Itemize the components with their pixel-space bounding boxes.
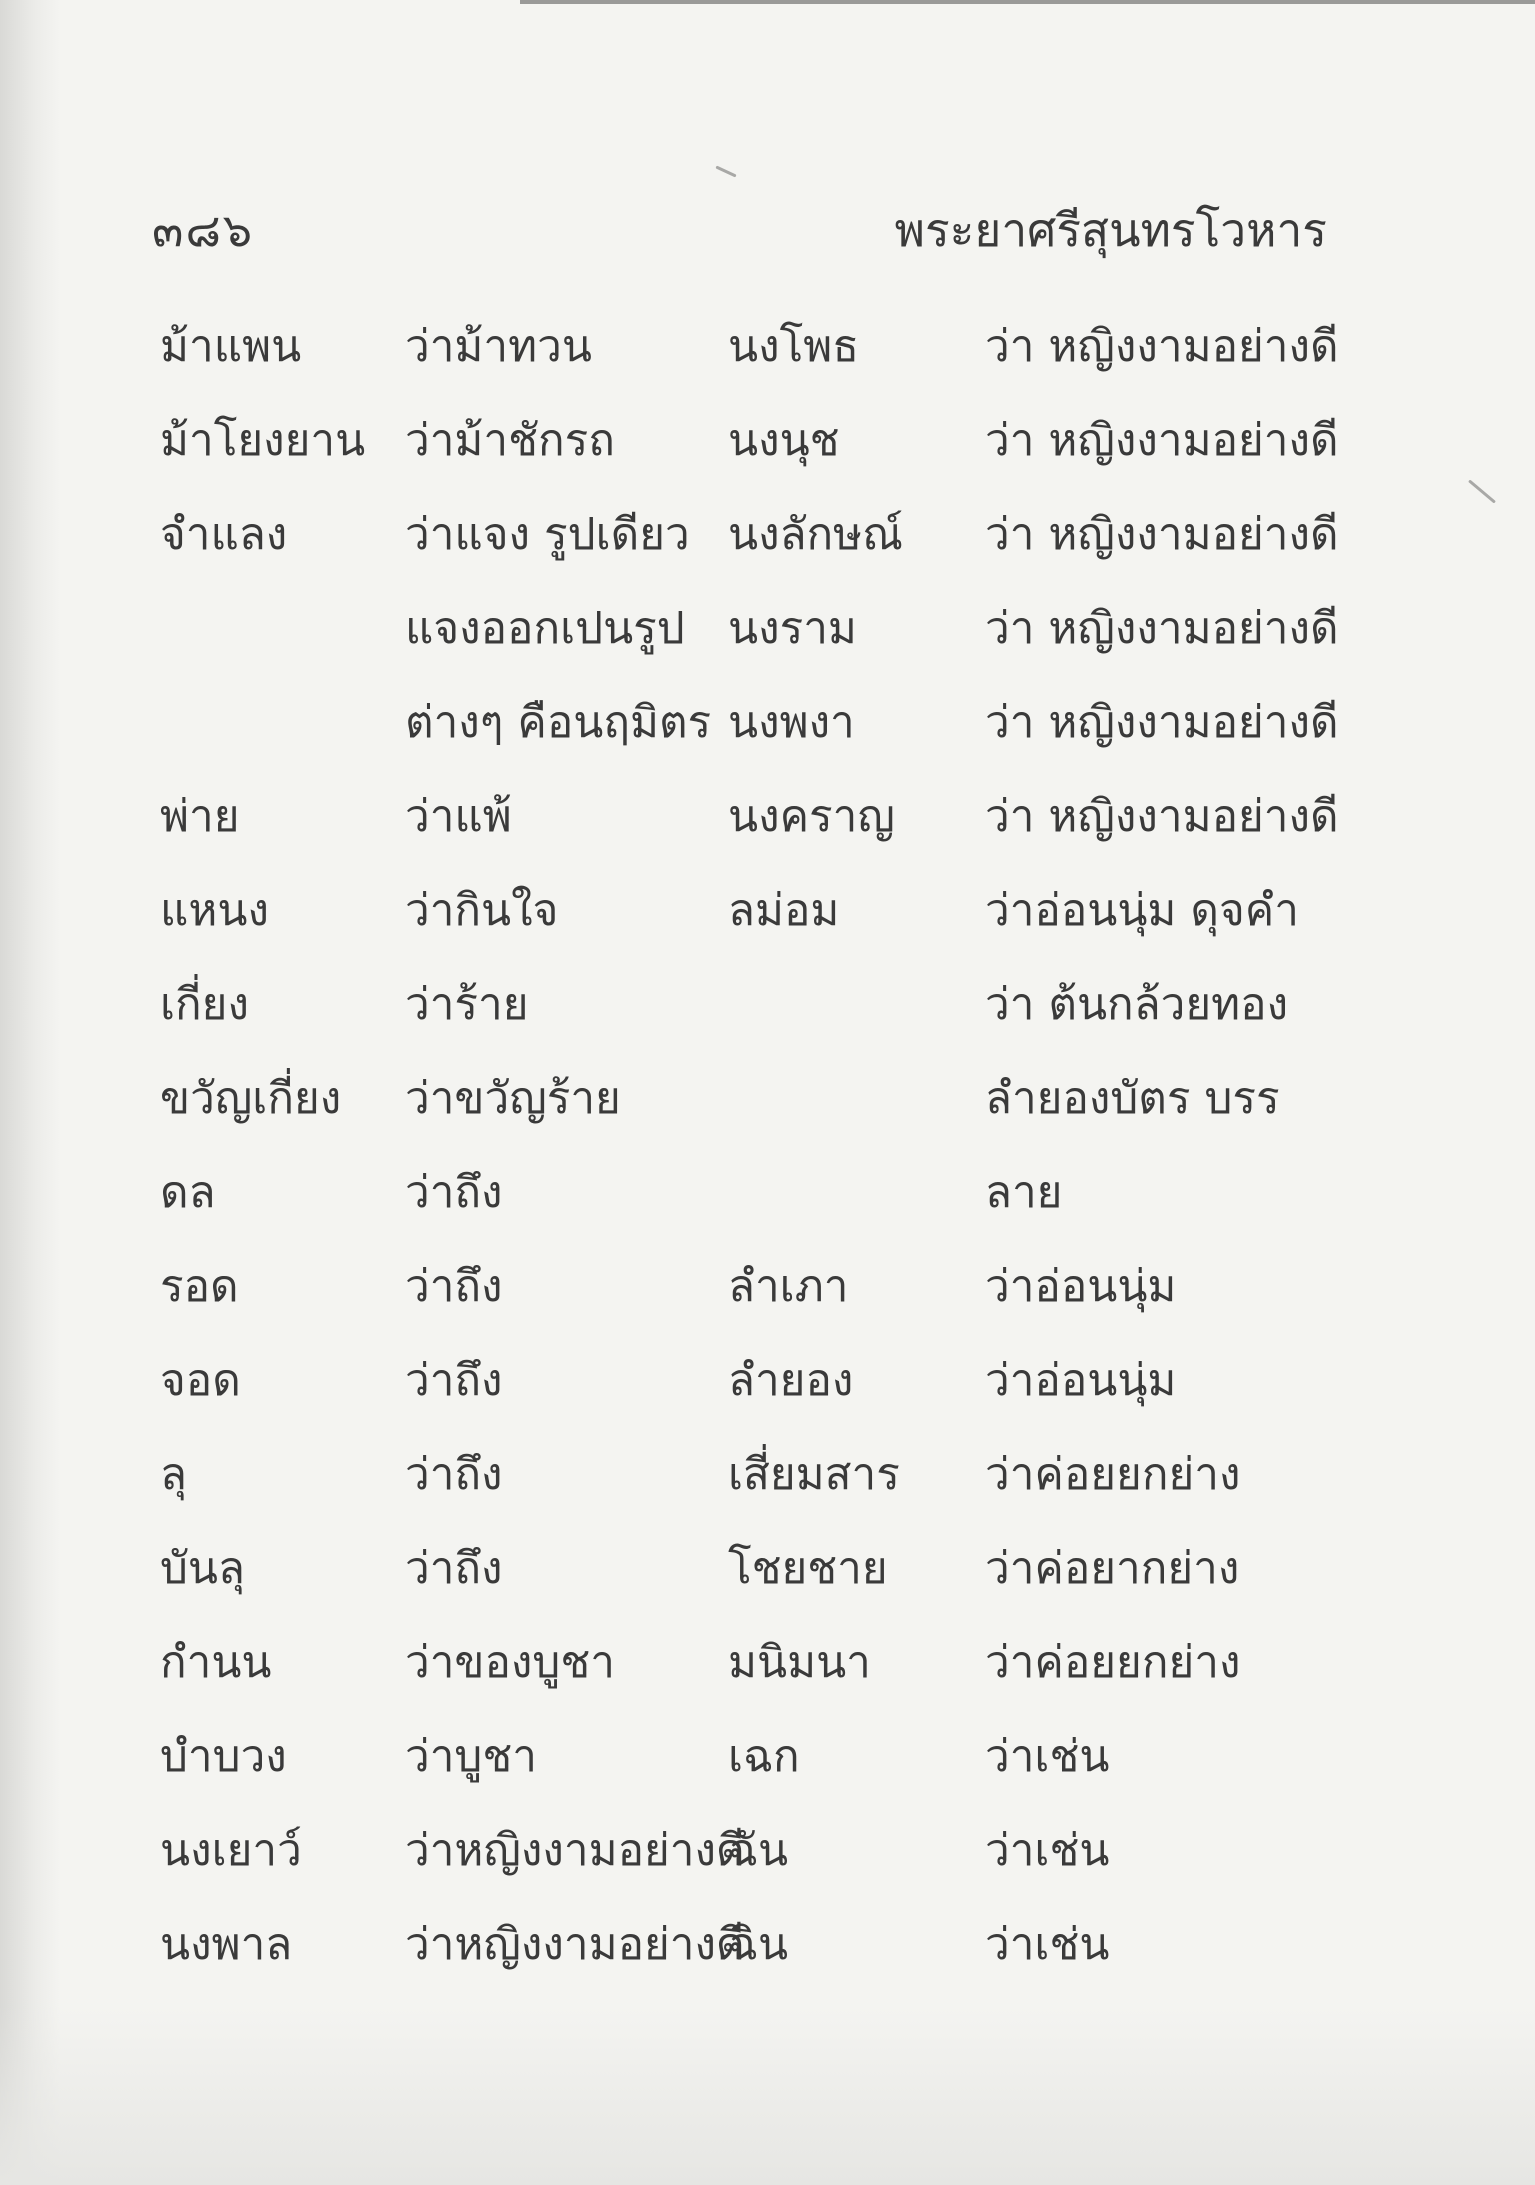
- right-term: โชยชาย: [728, 1543, 888, 1594]
- right-meaning: ว่าค่อยยกย่าง: [985, 1637, 1241, 1688]
- right-term: นงนุช: [728, 415, 840, 466]
- glossary-row: [0, 1898, 1535, 1992]
- left-term: นงพาล: [160, 1919, 293, 1970]
- right-meaning: ว่า ต้นกล้วยทอง: [985, 979, 1289, 1030]
- right-term: ฉัน: [728, 1825, 789, 1876]
- ink-speck: [715, 165, 736, 177]
- glossary-row: [0, 1522, 1535, 1616]
- left-meaning: แจงออกเปนรูป: [405, 603, 685, 654]
- left-term: จอด: [160, 1355, 241, 1406]
- right-term: ลำยอง: [728, 1355, 854, 1406]
- right-term: เฉก: [728, 1731, 800, 1782]
- page-number: ๓๘๖: [152, 203, 255, 257]
- left-meaning: ว่าของบูชา: [405, 1637, 615, 1688]
- left-meaning: ต่างๆ คือนฤมิตร: [405, 697, 712, 748]
- right-meaning: ลาย: [985, 1167, 1063, 1218]
- right-term: ฉิน: [728, 1919, 789, 1970]
- left-term: ขวัญเกี่ยง: [160, 1073, 342, 1124]
- left-term: จำแลง: [160, 509, 288, 560]
- left-meaning: ว่าถึง: [405, 1261, 503, 1312]
- left-meaning: ว่าหญิงงามอย่างดี: [405, 1919, 745, 1970]
- glossary-row: [0, 1428, 1535, 1522]
- left-meaning: ว่าบูชา: [405, 1731, 537, 1782]
- glossary-row: [0, 394, 1535, 488]
- right-meaning: ว่าอ่อนนุ่ม: [985, 1355, 1177, 1406]
- glossary-row: [0, 1616, 1535, 1710]
- right-meaning: ว่า หญิงงามอย่างดี: [985, 321, 1339, 372]
- page-bottom-shadow: [0, 2005, 1535, 2185]
- right-meaning: ว่า หญิงงามอย่างดี: [985, 603, 1339, 654]
- running-head: [0, 195, 1535, 265]
- left-term: พ่าย: [160, 791, 240, 842]
- left-meaning: ว่าม้าชักรถ: [405, 415, 615, 466]
- glossary-row: [0, 1240, 1535, 1334]
- right-meaning: ว่าอ่อนนุ่ม ดุจคำ: [985, 885, 1299, 936]
- left-term: เกี่ยง: [160, 979, 249, 1030]
- glossary-row: [0, 488, 1535, 582]
- glossary-row: [0, 582, 1535, 676]
- left-term: บันลุ: [160, 1543, 245, 1594]
- glossary-row: [0, 1710, 1535, 1804]
- right-meaning: ว่า หญิงงามอย่างดี: [985, 415, 1339, 466]
- left-term: นงเยาว์: [160, 1825, 302, 1876]
- right-meaning: ว่าเช่น: [985, 1825, 1110, 1876]
- left-term: ดล: [160, 1167, 216, 1218]
- left-term: ม้าแพน: [160, 321, 302, 372]
- right-term: เสี่ยมสาร: [728, 1449, 900, 1500]
- left-meaning: ว่าถึง: [405, 1543, 503, 1594]
- left-meaning: ว่าหญิงงามอย่างดี: [405, 1825, 745, 1876]
- glossary-row: [0, 1146, 1535, 1240]
- right-term: นงคราญ: [728, 791, 895, 842]
- left-meaning: ว่าแพ้: [405, 791, 512, 842]
- right-term: ลำเภา: [728, 1261, 849, 1312]
- right-term: ลม่อม: [728, 885, 840, 936]
- right-meaning: ว่าอ่อนนุ่ม: [985, 1261, 1177, 1312]
- left-meaning: ว่ากินใจ: [405, 885, 559, 936]
- running-title: พระยาศรีสุนทรโวหาร: [894, 203, 1327, 257]
- right-term: นงราม: [728, 603, 857, 654]
- left-meaning: ว่าถึง: [405, 1355, 503, 1406]
- right-term: มนิมนา: [728, 1637, 871, 1688]
- right-meaning: ว่า หญิงงามอย่างดี: [985, 791, 1339, 842]
- left-term: กำนน: [160, 1637, 272, 1688]
- glossary-row: [0, 770, 1535, 864]
- glossary-row: [0, 1052, 1535, 1146]
- right-term: นงโพธ: [728, 321, 860, 372]
- right-meaning: ว่าเช่น: [985, 1731, 1110, 1782]
- right-meaning: ว่าค่อยยกย่าง: [985, 1449, 1241, 1500]
- glossary-row: [0, 1804, 1535, 1898]
- glossary-row: [0, 300, 1535, 394]
- left-meaning: ว่าม้าทวน: [405, 321, 592, 372]
- glossary-row: [0, 1334, 1535, 1428]
- left-meaning: ว่าแจง รูปเดียว: [405, 509, 690, 560]
- glossary-row: [0, 958, 1535, 1052]
- left-meaning: ว่าขวัญร้าย: [405, 1073, 621, 1124]
- left-term: รอด: [160, 1261, 239, 1312]
- right-meaning: ลำยองบัตร บรร: [985, 1073, 1280, 1124]
- left-term: บำบวง: [160, 1731, 287, 1782]
- right-meaning: ว่าค่อยากย่าง: [985, 1543, 1240, 1594]
- left-term: แหนง: [160, 885, 269, 936]
- right-meaning: ว่าเช่น: [985, 1919, 1110, 1970]
- left-meaning: ว่าถึง: [405, 1167, 503, 1218]
- glossary-row: [0, 864, 1535, 958]
- left-meaning: ว่าถึง: [405, 1449, 503, 1500]
- left-term: ม้าโยงยาน: [160, 415, 366, 466]
- right-term: นงพงา: [728, 697, 855, 748]
- left-term: ลุ: [160, 1449, 187, 1500]
- right-meaning: ว่า หญิงงามอย่างดี: [985, 697, 1339, 748]
- top-edge-line: [520, 0, 1535, 4]
- right-meaning: ว่า หญิงงามอย่างดี: [985, 509, 1339, 560]
- left-meaning: ว่าร้าย: [405, 979, 529, 1030]
- glossary-list: [0, 300, 1535, 1992]
- right-term: นงลักษณ์: [728, 509, 903, 560]
- glossary-row: [0, 676, 1535, 770]
